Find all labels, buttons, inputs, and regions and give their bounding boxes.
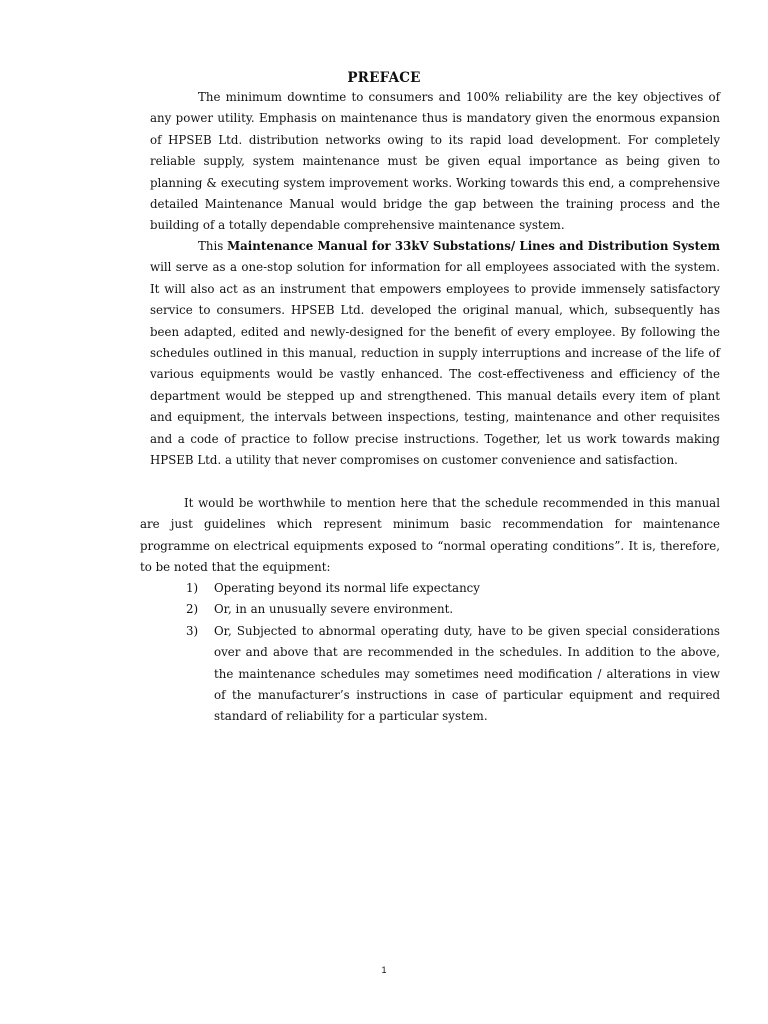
manual-title-bold: Maintenance Manual for 33kV Substations/ Lines and Distribution System	[227, 239, 721, 253]
list-item-text: Or, Subjected to abnormal operating duty, have to be given special considerations over and above that are recommended in the schedules. In addition to the above, the maintenance schedules may sometimes need modification / alterations in view of the manufacturer’s instructions in case of particular equipment and required standard of reliability for a particular system.	[214, 623, 720, 724]
list-item	[140, 621, 720, 728]
page-number: 1	[381, 965, 387, 975]
paragraph-intro-text: This	[198, 239, 228, 253]
list-item-number: 1)	[186, 581, 199, 595]
paragraph-objectives: The minimum downtime to consumers and 100% reliability are the key objectives of any power utility. Emphasis on maintenance thus is mandatory given the enormous expansion of HPSEB Ltd. distribution networks owing to its rapid load development. For completely reliable supply, system maintenance must be given equal importance as being given to planning & executing system improvement works. Working towards this end, a comprehensive detailed Maintenance Manual would bridge the gap between the training process and the building of a totally dependable comprehensive maintenance system.	[150, 90, 720, 233]
list-item-text: Operating beyond its normal life expectancy	[214, 581, 480, 595]
paragraph-manual-description	[150, 236, 720, 471]
page-title: PREFACE	[347, 70, 421, 86]
paragraph-guidelines: It would be worthwhile to mention here that the schedule recommended in this manual are just guidelines which represent minimum basic recommendation for maintenance programme on electrical equipments exposed to “normal operating conditions”. It is, therefore, to be noted that the equipment:	[140, 496, 720, 575]
list-item-number: 3)	[186, 623, 199, 638]
list-item	[140, 578, 720, 599]
conditions-list	[140, 578, 720, 728]
list-item	[140, 599, 720, 620]
list-item-number: 2)	[186, 602, 199, 617]
paragraph-body-text: will serve as a one-stop solution for information for all employees associated with the system. It will also act as an instrument that empowers employees to provide immensely satisfactory service to consumers. HPSEB Ltd. developed the original manual, which, subsequently has been adapted, edited and newly-designed for the benefit of every employee. By following the schedules outlined in this manual, reduction in supply interruptions and increase of the life of various equipments would be vastly enhanced. The cost-effectiveness and efficiency of the department would be stepped up and strengthened. This manual details every item of plant and equipment, the intervals between inspections, testing, maintenance and other requisites and a code of practice to follow precise instructions. Together, let us work towards making HPSEB Ltd. a utility that never compromises on customer convenience and satisfaction.	[150, 260, 720, 468]
list-item-text: Or, in an unusually severe environment.	[214, 602, 454, 617]
